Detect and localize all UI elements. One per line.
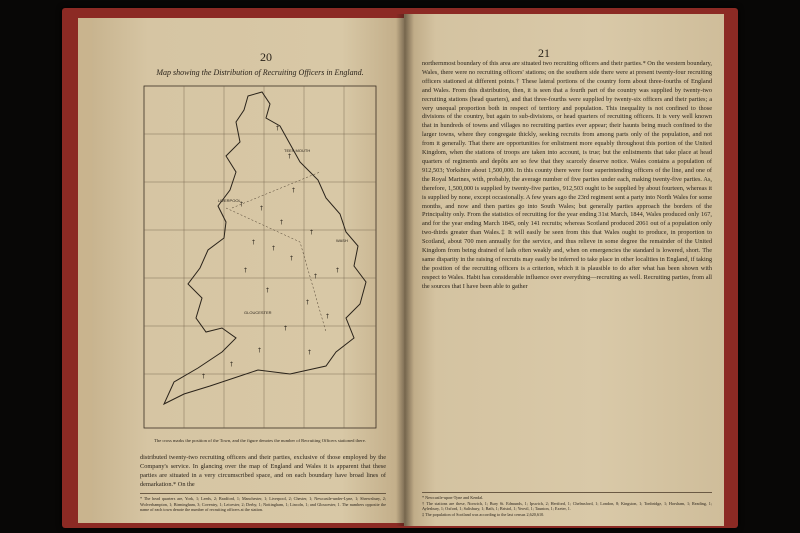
svg-text:†: † xyxy=(258,347,261,354)
svg-text:†: † xyxy=(280,219,283,226)
map-label-west: LIVERPOOL xyxy=(218,198,241,203)
coastline xyxy=(164,92,366,404)
right-body-text: northernmost boundary of this area are situated two recruiting officers and their parties.* On the western boundary, Wales, there were no recruiting officers' stations; on the southern side there were at present twenty-four recruiting officers stationed at different points.† These lateral portions of the country form about three-fourths of England and Wales. From this distribution, then, it is seen that a fourth part of the country was supplied by twenty-two recruiting stations (head quarters), and that three-fourths were supplied by twenty-six officers and their parties; a very unequal proportion both in respect of territory and population. This inequality is not confined to those divisions of the country, but again to sub-divisions, or head quarters of recruiting officers. It is very well known that in hundreds of towns and villages no recruiting parties ever appear; their haunts being much confined to the larger towns, where they congregate thickly, seeking recruits from among parts only of the population, and not from it generally. That there are opportunities for enlistment more equably throughout this portion of the United Kingdom, when the stations of troops are taken into account, is true; but the enlistments that take place at head quarters of regiments and depôts are so few that they scarcely deserve notice. Wales contains a population of 912,503; Yorkshire about 1,500,000. In this county there were four superintending officers of the line, and one of the Royal Marines, with, probably, the average number of five parties under each, making twenty-five parties. As, therefore, 1,500,000 is supplied by twenty-five parties, 912,503 ought to be supplied by about fourteen, whereas it is supplied by none, except occasionally. A few years ago the 23rd regiment sent a party into North Wales for some months, and now and then parties go into South Wales; but generally parties approach the borders of the Principality only. From the statistics of recruiting for the year ending 31st March, 1844, Wales produced only 167, and for the year ending March 1845, only 141 recruits; whereas Scotland produced 2061 out of a population only two-thirds greater than Wales.‡ It will easily be seen from this that Wales ought to produce, in proportion to Scotland, about 700 men annually for the service, and thus relieve in some degree the remainder of the United Kingdom from being drained of lads often weakly and, when on emergencies the standard is lowered, short. The same disparity in the raising of recruits may easily be inferred to take place in other localities in England, if taking the position of the recruiting officers is a criterion, which it is plausible to do after what has been shown with respect to Wales. Habit has considerable influence over everything—recruiting as well. Recruiting parties, from all the sources that I have been able to gather xyxy=(422,60,712,290)
england-map xyxy=(140,82,380,432)
left-body-text: distributed twenty-two recruiting officers and their parties, exclusive of those employed by the Company's service. In glancing over the map of England and Wales it is apparent that these parties are situated in a very circumscribed space, and on each boundary have broad lines of demarkation.* On the xyxy=(140,454,386,488)
svg-text:†: † xyxy=(288,153,291,160)
svg-text:†: † xyxy=(230,361,233,368)
map-caption: The cross marks the position of the Town, and the figure denotes the number of Recruiting Officers stationed there. xyxy=(154,438,366,443)
svg-text:†: † xyxy=(308,349,311,356)
svg-text:†: † xyxy=(310,229,313,236)
left-footnote: * The head quarters are, York, 1; Leeds, 2; Bradford, 1; Manchester, 1; Liverpool, 2; Chester, 1; Newcastle-under-Lyne, 1; Shrewsbury, 2; Wolverhampton, 1; Birmingham, 3; Coventry, 1; Leicester, 2; Derby, 1; Nottingham, 1; Lincoln, 1; and Gloucester, 1. The numbers opposite the name of each town denote the number of recruiting officers at the station. xyxy=(140,493,386,513)
map-label-south: GLOUCESTER xyxy=(244,310,272,315)
left-page xyxy=(92,18,404,523)
map-label-east: WASH xyxy=(336,238,348,243)
svg-text:†: † xyxy=(240,201,243,208)
svg-text:†: † xyxy=(290,255,293,262)
book-gutter xyxy=(396,14,414,526)
page-number: 20 xyxy=(260,50,272,64)
page-number: 21 xyxy=(538,46,550,60)
map-figure xyxy=(140,82,380,432)
footnote: † The stations are these, Norwich, 1; Bury St. Edmunds, 1; Ipswich, 2; Hertford, 1; Chelmsford, 1; London, 8; Kingston, 1; Tonbridge, 1; Horsham, 1; Reading, 1; Aylesbury, 1; Oxford, 1; Salisbury, 1; Bath, 1; Bristol, 1; Yeovil, 1; Taunton, 1; Exeter, 1. xyxy=(422,500,712,512)
map-title: Map showing the Distribution of Recruiting Officers in England. xyxy=(156,68,364,77)
svg-text:†: † xyxy=(272,245,275,252)
svg-text:†: † xyxy=(326,313,329,320)
svg-text:†: † xyxy=(276,125,279,132)
right-footnotes xyxy=(422,492,712,517)
footnote: * Newcastle-upon-Tyne and Kendal. xyxy=(422,495,484,500)
svg-text:†: † xyxy=(314,273,317,280)
svg-text:†: † xyxy=(260,205,263,212)
svg-text:†: † xyxy=(336,267,339,274)
svg-text:†: † xyxy=(284,325,287,332)
svg-text:†: † xyxy=(306,299,309,306)
svg-text:†: † xyxy=(202,373,205,380)
svg-text:†: † xyxy=(244,267,247,274)
svg-text:†: † xyxy=(266,287,269,294)
right-page xyxy=(404,14,724,526)
footnote: ‡ The population of Scotland was according to the last census 2,620,610. xyxy=(422,511,545,517)
svg-text:†: † xyxy=(252,239,255,246)
map-label-north: TEES MOUTH xyxy=(284,148,311,153)
svg-text:†: † xyxy=(292,187,295,194)
